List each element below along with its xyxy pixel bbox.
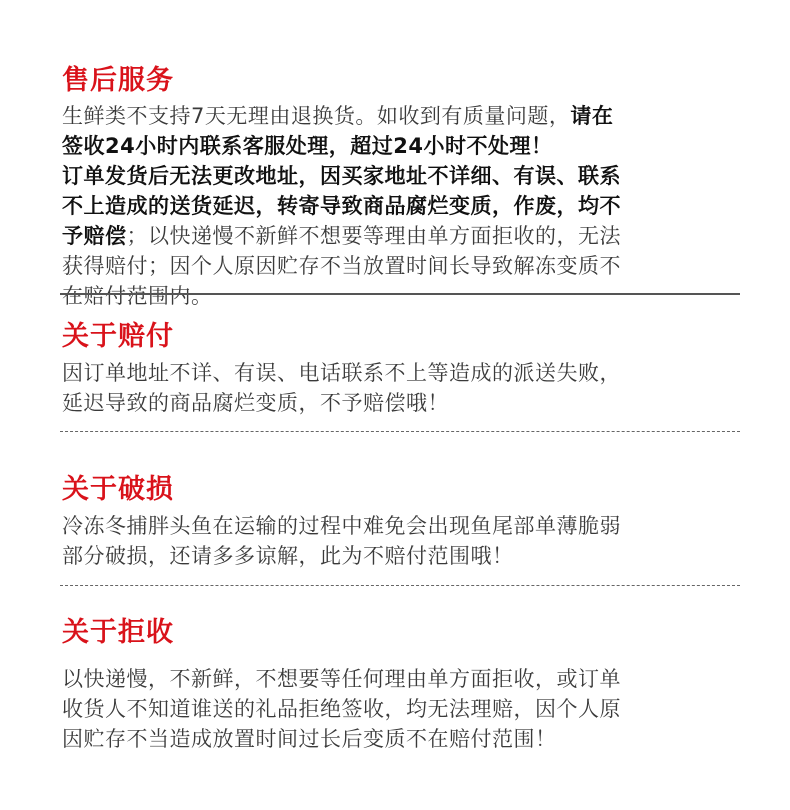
body-line: 不上造成的送货延迟，转寄导致商品腐烂变质，作废，均不 — [62, 194, 621, 218]
body-line: 获得赔付；因个人原因贮存不当放置时间长导致解冻变质不 — [62, 254, 621, 278]
body-line: 冷冻冬捕胖头鱼在运输的过程中难免会出现鱼尾部单薄脆弱 — [62, 514, 621, 538]
section-divider — [60, 431, 740, 432]
body-line: 在赔付范围内。 — [62, 284, 213, 308]
body-line: 生鲜类不支持7天无理由退换货。如收到有质量问题，请在 — [62, 104, 614, 128]
body-line: 收货人不知道谁送的礼品拒绝签收，均无法理赔，因个人原 — [62, 697, 621, 721]
body-line: 予赔偿；以快递慢不新鲜不想要等理由单方面拒收的，无法 — [62, 224, 621, 248]
section-body-compensation — [62, 358, 742, 418]
body-line: 部分破损，还请多多谅解，此为不赔付范围哦！ — [62, 544, 514, 568]
body-line: 以快递慢，不新鲜，不想要等任何理由单方面拒收，或订单 — [62, 667, 621, 691]
body-line: 订单发货后无法更改地址，因买家地址不详细、有误、联系 — [62, 164, 621, 188]
section-title-damage: 关于破损 — [62, 474, 174, 505]
section-title-compensation: 关于赔付 — [62, 321, 174, 352]
body-line: 因贮存不当造成放置时间过长后变质不在赔付范围！ — [62, 727, 557, 751]
body-line: 延迟导致的商品腐烂变质，不予赔偿哦！ — [62, 391, 449, 415]
body-line: 签收24小时内联系客服处理，超过24小时不处理！ — [62, 134, 553, 158]
body-line: 因订单地址不详、有误、电话联系不上等造成的派送失败， — [62, 361, 621, 385]
section-divider — [60, 293, 740, 295]
section-title-after-sales: 售后服务 — [62, 65, 174, 96]
section-body-rejection — [62, 664, 742, 754]
section-title-rejection: 关于拒收 — [62, 617, 174, 648]
section-body-after-sales — [62, 101, 742, 311]
section-divider — [60, 585, 740, 586]
section-body-damage — [62, 511, 742, 571]
